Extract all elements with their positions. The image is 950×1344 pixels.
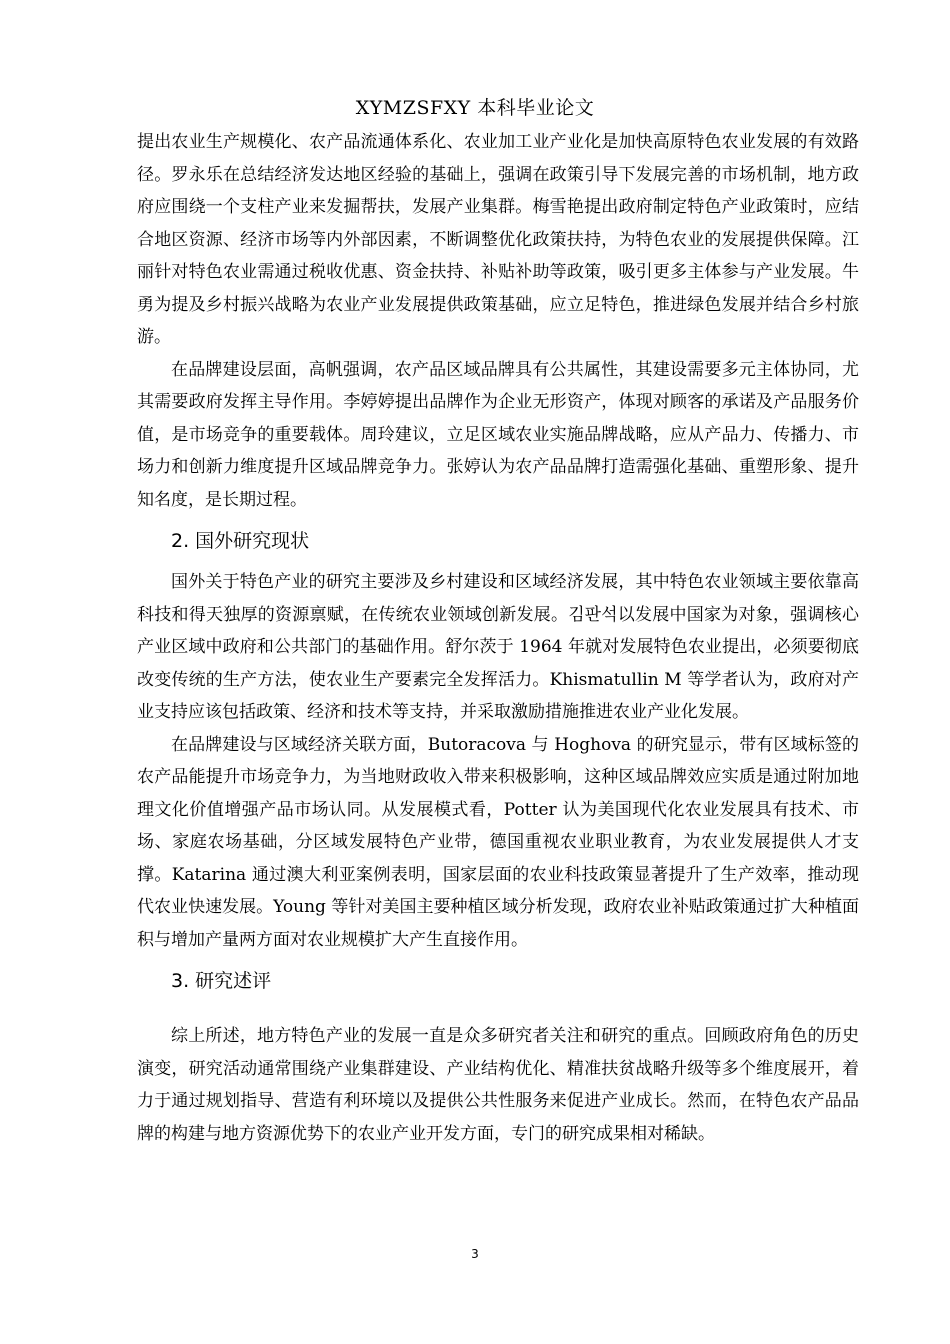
page-header: XYMZSFXY 本科毕业论文: [355, 97, 595, 119]
paragraph-foreign-industry: 国外关于特色产业的研究主要涉及乡村建设和区域经济发展，其中特色农业领域主要依靠高科技和得天独厚的资源禀赋，在传统农业领域创新发展。김판석以发展中国家为对象，强调核心产业区域中政府和公共部门的基础作用。舒尔茨于 1964 年就对发展特色农业提出，必须要彻底改变传统的生产方法，使农业生产要素完全发挥活力。Khismatullin M 等学者认为，政府对产业支持应该包括政策、经济和技术等支持，并采取激励措施推进农业产业化发展。: [137, 572, 859, 722]
paragraph-review: 综上所述，地方特色产业的发展一直是众多研究者关注和研究的重点。回顾政府角色的历史演变，研究活动通常围绕产业集群建设、产业结构优化、精准扶贫战略升级等多个维度展开，着力于通过规划指导、营造有利环境以及提供公共性服务来促进产业成长。然而，在特色农产品品牌的构建与地方资源优势下的农业产业开发方面，专门的研究成果相对稀缺。: [137, 1026, 859, 1144]
section-heading-foreign-research: 2. 国外研究现状: [171, 530, 310, 552]
page-number: 3: [471, 1247, 479, 1261]
document-body: [137, 126, 859, 1150]
paragraph-brand-domestic: 在品牌建设层面，高帆强调，农产品区域品牌具有公共属性，其建设需要多元主体协同，尤其需要政府发挥主导作用。李婷婷提出品牌作为企业无形资产，体现对顾客的承诺及产品服务价值，是市场竞争的重要载体。周玲建议，立足区域农业实施品牌战略，应从产品力、传播力、市场力和创新力维度提升区域品牌竞争力。张婷认为农产品品牌打造需强化基础、重塑形象、提升知名度，是长期过程。: [137, 359, 859, 510]
section-heading-review: 3. 研究述评: [171, 970, 272, 992]
paragraph-continued: 提出农业生产规模化、农产品流通体系化、农业加工业产业化是加快高原特色农业发展的有效路径。罗永乐在总结经济发达地区经验的基础上，强调在政策引导下发展完善的市场机制，地方政府应围绕一个支柱产业来发掘帮扶，发展产业集群。梅雪艳提出政府制定特色产业政策时，应结合地区资源、经济市场等内外部因素，不断调整优化政策扶持，为特色农业的发展提供保障。江丽针对特色农业需通过税收优惠、资金扶持、补贴补助等政策，吸引更多主体参与产业发展。牛勇为提及乡村振兴战略为农业产业发展提供政策基础，应立足特色，推进绿色发展并结合乡村旅游。: [137, 132, 859, 347]
paragraph-foreign-brand: 在品牌建设与区域经济关联方面，Butoracova 与 Hoghova 的研究显示，带有区域标签的农产品能提升市场竞争力，为当地财政收入带来积极影响，这种区域品牌效应实质是通过附加地理文化价值增强产品市场认同。从发展模式看，Potter 认为美国现代化农业发展具有技术、市场、家庭农场基础，分区域发展特色产业带，德国重视农业职业教育，为农业发展提供人才支撑。Katarina 通过澳大利亚案例表明，国家层面的农业科技政策显著提升了生产效率，推动现代农业快速发展。Young 等针对美国主要种植区域分析发现，政府农业补贴政策通过扩大种植面积与增加产量两方面对农业规模扩大产生直接作用。: [137, 734, 859, 950]
